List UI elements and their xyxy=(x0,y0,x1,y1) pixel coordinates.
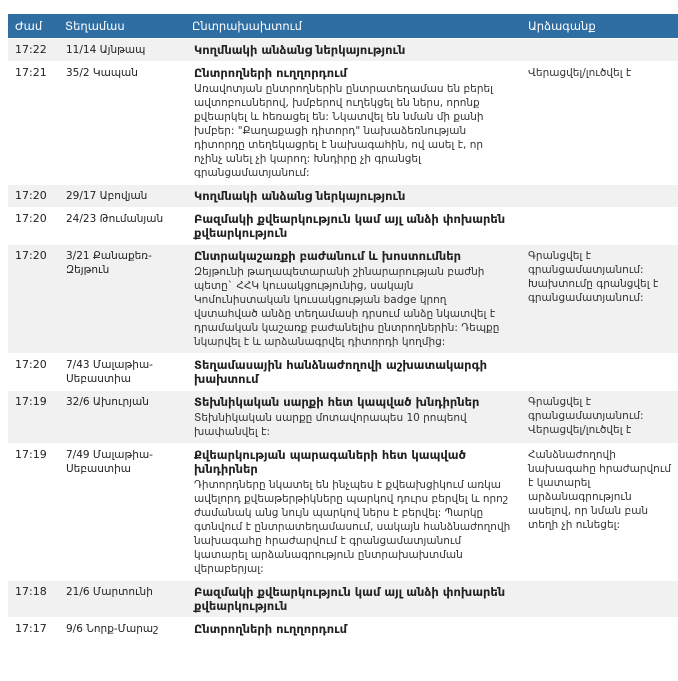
table-row xyxy=(8,184,678,207)
table-row xyxy=(8,61,678,184)
table-row xyxy=(8,617,678,640)
row-time: 17:20 xyxy=(15,249,47,262)
row-time: 17:20 xyxy=(15,358,47,371)
row-location: 11/14 Այնթապ xyxy=(66,44,146,56)
row-location: 7/43 Մալաթիա-Սեբաստիա xyxy=(66,359,153,385)
row-violation xyxy=(185,581,521,617)
row-response xyxy=(521,185,678,207)
row-response xyxy=(521,39,678,61)
row-time: 17:20 xyxy=(15,189,47,202)
table-row xyxy=(8,443,678,580)
violation-description: Տեխնիկական սարքը մոտավորապես 10 րոպեով խափանվել է: xyxy=(194,412,467,438)
row-time: 17:21 xyxy=(15,66,47,79)
row-location: 24/23 Թումանյան xyxy=(66,213,164,225)
violation-title: Կողմնակի անձանց ներկայություն xyxy=(194,189,406,203)
table-row xyxy=(8,390,678,443)
row-violation xyxy=(185,39,521,61)
table-row xyxy=(8,38,678,61)
row-time: 17:17 xyxy=(15,622,47,635)
header-response: Արձագանք xyxy=(528,19,596,33)
row-time: 17:19 xyxy=(15,448,47,461)
table-header xyxy=(8,14,678,38)
violation-title: Տեխնիկական սարքի հետ կապված խնդիրներ xyxy=(194,395,480,409)
table-row xyxy=(8,580,678,617)
row-location: 21/6 Մարտունի xyxy=(66,586,153,598)
row-location: 35/2 Կապան xyxy=(66,67,138,79)
row-location: 7/49 Մալաթիա-Սեբաստիա xyxy=(66,449,153,475)
table-row xyxy=(8,207,678,244)
row-time: 17:22 xyxy=(15,43,47,56)
row-violation xyxy=(185,354,521,390)
header-time: Ժամ xyxy=(15,19,43,33)
violation-title: Տեղամասային հանձնաժողովի աշխատակարգի խախտում xyxy=(194,358,488,386)
row-violation xyxy=(185,444,521,580)
violation-title: Քվեարկության պարագաների հետ կապված խնդիրներ xyxy=(194,448,466,476)
violation-description: Զեյթունի թաղապետարանի շինարարության բաժնի պետը` ՀՀԿ կուսակցությունից, սակայն Կոմունիստական կուսակցության badge կրող վստահված անձը տեղամասի դրսում անձը նկատվել է դրամական կաշառք բաժանելիս ընտրողներին: Դեպքը նկարվել է և արձանագրվել դիտորդի կողմից: xyxy=(194,266,500,348)
table-body xyxy=(8,38,678,640)
header-description: Ընտրախախտում xyxy=(192,19,302,33)
table-row xyxy=(8,353,678,390)
row-response xyxy=(521,208,678,244)
table-row xyxy=(8,244,678,353)
row-response: Վերացվել/լուծվել է xyxy=(528,67,632,79)
row-time: 17:18 xyxy=(15,585,47,598)
row-response xyxy=(521,618,678,640)
header-location: Տեղամաս xyxy=(65,19,125,33)
row-violation xyxy=(185,185,521,207)
row-violation xyxy=(185,62,521,184)
row-location: 9/6 Նորք-Մարաշ xyxy=(66,623,159,635)
violation-title: Ընտրողների ուղղորդում xyxy=(194,622,348,636)
row-response xyxy=(521,354,678,390)
row-location: 29/17 Աբովյան xyxy=(66,190,148,202)
violation-description: Առավոտյան ընտրողներին ընտրատեղամաս են բերել ավտոբուսներով, խմբերով ուղեկցել են ներս, որոնք քվեարկել և հեռացել են: Նկատվել են նման մի քանի խմբեր: "Քաղաքացի դիտորդ" նախաձեռնության դիտորդը տեղեկացրել է նախագահին, ով ասել է, որ ոչինչ անել չի կարող: Խնդիրը չի գրանցել գրանցամատյանում: xyxy=(194,83,493,179)
row-violation xyxy=(185,208,521,244)
row-violation xyxy=(185,245,521,353)
incident-table xyxy=(8,14,678,640)
row-violation xyxy=(185,618,521,640)
violation-description: Դիտորդները նկատել են ինչպես է քվեախցիկում առկա ավելորդ քվեաթերթիկները պարկով դուրս բերվել և որոշ ժամանակ անց նույն պարկով ներս է բերվել: Պարկը գտնվում է ընտրատեղամասում, սակայն հանձնաժողովի նախագահը հրաժարվում է գրանցամատյանում կատարել արձանագրություն ընտրախախտման վերաբերյալ: xyxy=(194,479,511,575)
row-response: Հանձնաժողովի նախագահը հրաժարվում է կատարել արձանագրություն ասելով, որ նման բան տեղի չի ունեցել: xyxy=(528,449,672,531)
row-location: 3/21 Քանաքեռ-Զեյթուն xyxy=(66,250,152,276)
row-location: 32/6 Ախուրյան xyxy=(66,396,149,408)
row-time: 17:20 xyxy=(15,212,47,225)
violation-title: Ընտրողների ուղղորդում xyxy=(194,66,348,80)
row-response: Գրանցվել է գրանցամատյանում: Խախտումը գրանցվել է գրանցամատյանում: xyxy=(528,250,659,304)
row-response xyxy=(521,581,678,617)
row-time: 17:19 xyxy=(15,395,47,408)
row-response: Գրանցվել է գրանցամատյանում: Վերացվել/լուծվել է xyxy=(528,396,644,436)
row-violation xyxy=(185,391,521,443)
violation-title: Բազմակի քվեարկություն կամ այլ անձի փոխարեն քվեարկություն xyxy=(194,585,506,613)
violation-title: Կողմնակի անձանց ներկայություն xyxy=(194,43,406,57)
violation-title: Ընտրակաշառքի բաժանում և խոստումներ xyxy=(194,249,462,263)
violation-title: Բազմակի քվեարկություն կամ այլ անձի փոխարեն քվեարկություն xyxy=(194,212,506,240)
